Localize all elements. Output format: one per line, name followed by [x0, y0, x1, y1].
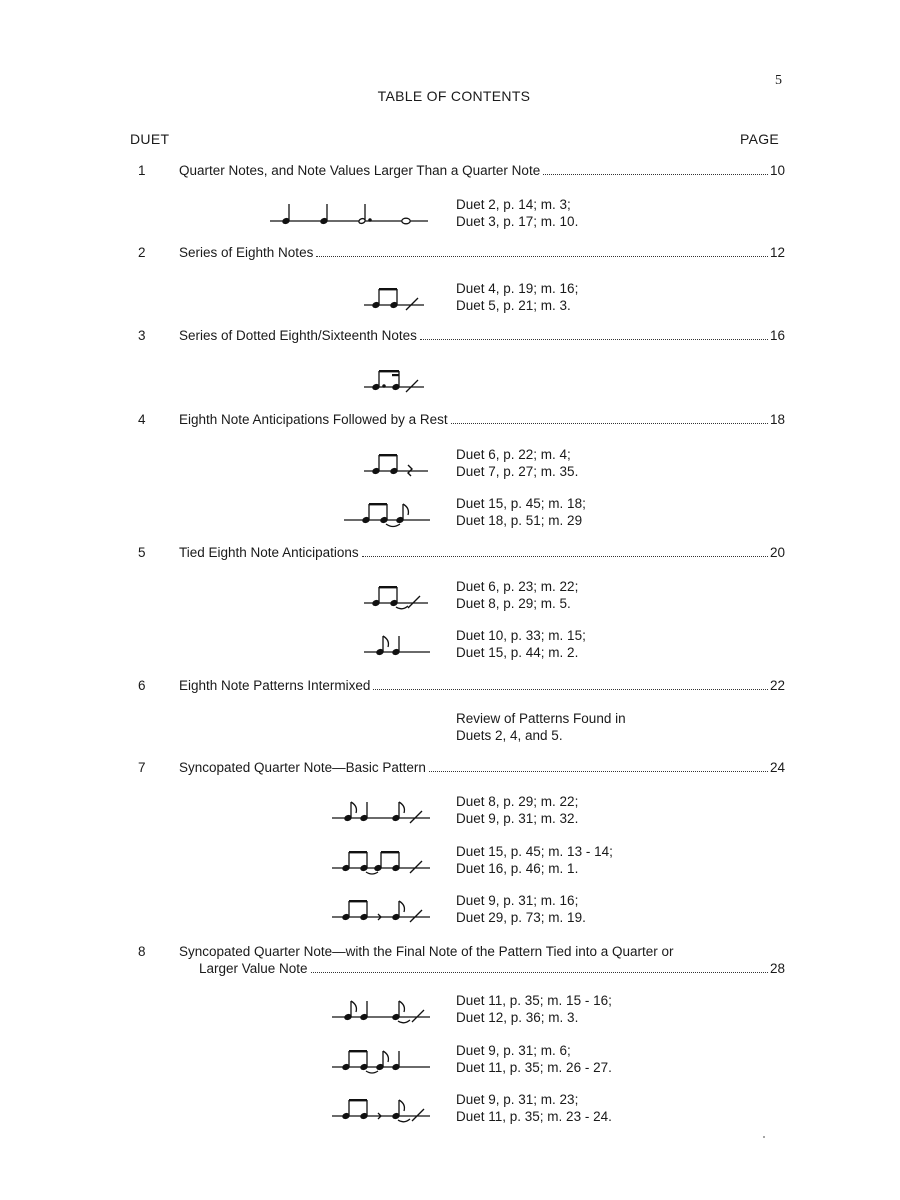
page-column-header: PAGE — [740, 131, 780, 147]
dot-leader — [543, 174, 768, 175]
pattern-row — [0, 710, 900, 744]
eighths-with-rest-rhythm-icon — [362, 446, 432, 480]
dot-leader — [316, 256, 768, 257]
entry-line — [179, 412, 785, 427]
entry-number: 6 — [138, 678, 146, 693]
entry-number: 4 — [138, 412, 146, 427]
duet-references — [456, 1042, 612, 1076]
duet-reference: Duet 6, p. 22; m. 4; — [456, 447, 571, 462]
pattern-row — [0, 495, 900, 529]
dot-leader — [420, 339, 768, 340]
entry-title: Series of Eighth Notes — [179, 245, 314, 260]
entry-page: 18 — [769, 412, 785, 427]
entry-line — [179, 245, 785, 260]
duet-references — [456, 892, 586, 926]
pattern-row — [0, 1042, 900, 1076]
entry-page: 10 — [769, 163, 785, 178]
pattern-row — [0, 892, 900, 926]
entry-page: 12 — [769, 245, 785, 260]
duet-reference: Duet 2, p. 14; m. 3; — [456, 197, 571, 212]
duet-reference: Duet 18, p. 51; m. 29 — [456, 513, 583, 528]
entry-title: Series of Dotted Eighth/Sixteenth Notes — [179, 328, 417, 343]
entry-line — [179, 163, 785, 178]
syncopation-basic-rhythm-icon — [330, 793, 434, 827]
duet-reference: Duet 15, p. 45; m. 18; — [456, 496, 586, 511]
entry-number: 3 — [138, 328, 146, 343]
beamed-eighths-rhythm-icon — [362, 280, 432, 314]
pattern-row — [0, 446, 900, 480]
duet-reference: Duet 5, p. 21; m. 3. — [456, 298, 571, 313]
duet-reference: Duet 4, p. 19; m. 16; — [456, 281, 579, 296]
duet-reference: Duet 29, p. 73; m. 19. — [456, 910, 586, 925]
syncopation-rest-tied-rhythm-icon — [330, 1091, 434, 1125]
duet-references — [456, 1091, 612, 1125]
entry-page: 20 — [769, 545, 785, 560]
pattern-row — [0, 196, 900, 230]
pattern-row — [0, 578, 900, 612]
page-title: TABLE OF CONTENTS — [377, 88, 531, 104]
entry-number: 1 — [138, 163, 146, 178]
duet-reference: Duet 12, p. 36; m. 3. — [456, 1010, 579, 1025]
pattern-row — [0, 362, 900, 396]
duet-reference: Duet 11, p. 35; m. 15 - 16; — [456, 993, 612, 1008]
pattern-row — [0, 843, 900, 877]
duet-reference: Duet 8, p. 29; m. 22; — [456, 794, 579, 809]
tied-eighth-anticipation-rhythm-icon — [362, 578, 434, 612]
entry-number: 8 — [138, 944, 146, 959]
syncopation-beamed-rhythm-icon — [330, 843, 434, 877]
duet-references — [456, 627, 586, 661]
duet-reference: Duet 8, p. 29; m. 5. — [456, 596, 571, 611]
entry-title: Syncopated Quarter Note—Basic Pattern — [179, 760, 426, 775]
duet-reference: Duet 15, p. 45; m. 13 - 14; — [456, 844, 613, 859]
review-note — [456, 710, 626, 744]
eighth-quarter-rhythm-icon — [362, 627, 434, 661]
review-line: Duets 2, 4, and 5. — [456, 728, 563, 743]
dot-leader — [429, 771, 768, 772]
duet-references — [456, 793, 578, 827]
entry-line — [179, 678, 785, 693]
tied-eighths-rhythm-icon — [342, 495, 434, 529]
dotted-eighth-sixteenth-rhythm-icon — [362, 362, 432, 396]
duet-references — [456, 280, 578, 314]
entry-page: 24 — [769, 760, 785, 775]
page-number: 5 — [775, 73, 782, 88]
syncopation-tied-rhythm-icon — [330, 992, 434, 1026]
duet-reference: Duet 3, p. 17; m. 10. — [456, 214, 579, 229]
duet-references — [456, 196, 578, 230]
beamed-tied-quarters-rhythm-icon — [330, 1042, 434, 1076]
duet-reference: Duet 10, p. 33; m. 15; — [456, 628, 586, 643]
dot-leader — [373, 689, 768, 690]
entry-title: Eighth Note Anticipations Followed by a Rest — [179, 412, 448, 427]
dot-leader — [451, 423, 768, 424]
duet-references — [456, 843, 613, 877]
duet-reference: Duet 15, p. 44; m. 2. — [456, 645, 579, 660]
scan-speck — [763, 1136, 765, 1138]
duet-references — [456, 495, 586, 529]
duet-reference: Duet 11, p. 35; m. 23 - 24. — [456, 1109, 612, 1124]
dot-leader — [362, 556, 768, 557]
entry-title: Syncopated Quarter Note—with the Final Note of the Pattern Tied into a Quarter or — [179, 944, 674, 959]
quarter-half-dotted-whole-rhythm-icon — [268, 196, 438, 230]
entry-number: 2 — [138, 245, 146, 260]
duet-reference: Duet 7, p. 27; m. 35. — [456, 464, 579, 479]
duet-reference: Duet 9, p. 31; m. 6; — [456, 1043, 571, 1058]
entry-number: 5 — [138, 545, 146, 560]
pattern-row — [0, 1091, 900, 1125]
duet-reference: Duet 11, p. 35; m. 26 - 27. — [456, 1060, 612, 1075]
entry-line — [179, 760, 785, 775]
entry-title: Eighth Note Patterns Intermixed — [179, 678, 371, 693]
entry-title: Tied Eighth Note Anticipations — [179, 545, 359, 560]
entry-title-continued: Larger Value Note — [199, 961, 308, 976]
duet-references — [456, 992, 612, 1026]
syncopation-rest-rhythm-icon — [330, 892, 434, 926]
duet-references — [456, 578, 578, 612]
duet-reference: Duet 9, p. 31; m. 16; — [456, 893, 579, 908]
entry-page: 22 — [769, 678, 785, 693]
entry-page: 28 — [769, 961, 785, 976]
duet-reference: Duet 6, p. 23; m. 22; — [456, 579, 579, 594]
duet-reference: Duet 9, p. 31; m. 32. — [456, 811, 579, 826]
pattern-row — [0, 992, 900, 1026]
pattern-row — [0, 793, 900, 827]
duet-column-header: DUET — [130, 131, 170, 147]
pattern-row — [0, 627, 900, 661]
entry-line — [179, 545, 785, 560]
entry-line — [179, 328, 785, 343]
review-line: Review of Patterns Found in — [456, 711, 626, 726]
entry-page: 16 — [769, 328, 785, 343]
entry-title: Quarter Notes, and Note Values Larger Than a Quarter Note — [179, 163, 541, 178]
pattern-row — [0, 280, 900, 314]
entry-line — [199, 961, 785, 976]
entry-number: 7 — [138, 760, 146, 775]
dot-leader — [311, 972, 768, 973]
duet-reference: Duet 16, p. 46; m. 1. — [456, 861, 579, 876]
duet-references — [456, 446, 578, 480]
duet-reference: Duet 9, p. 31; m. 23; — [456, 1092, 579, 1107]
